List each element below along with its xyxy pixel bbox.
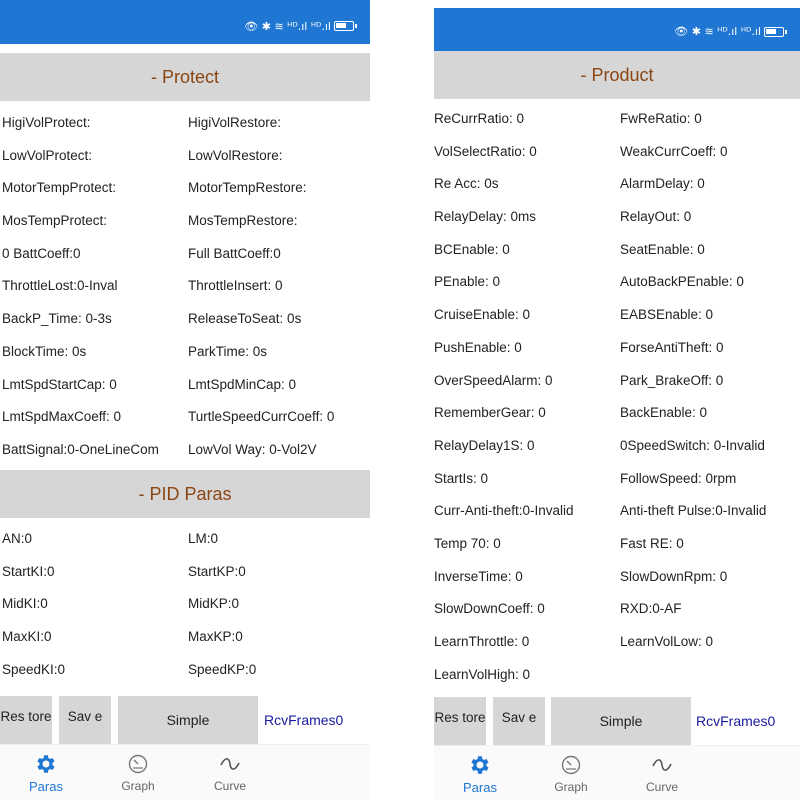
gear-icon: [33, 751, 59, 777]
param-label[interactable]: RelayDelay: 0ms: [434, 209, 537, 225]
param-label[interactable]: AN:0: [2, 531, 33, 546]
protect-param-row: [0, 212, 370, 245]
param-label[interactable]: Full BattCoeff:0: [188, 245, 281, 261]
product-param-row: [434, 110, 800, 143]
tab-curve-label: Curve: [645, 780, 678, 794]
gauge-icon: [558, 752, 584, 778]
protect-param-row: [0, 343, 370, 376]
pid-params-grid: [0, 530, 370, 693]
status-indicators: 👁 ✱ ≋ ᴴᴰ.ıl ᴴᴰ.ıl: [244, 19, 331, 33]
param-label[interactable]: AutoBackPEnable: 0: [620, 274, 744, 290]
param-label[interactable]: VolSelectRatio: 0: [434, 143, 537, 159]
product-param-row: [434, 175, 800, 208]
tab-curve[interactable]: [195, 745, 265, 800]
param-label[interactable]: StartKI:0: [2, 563, 55, 579]
tab-graph-label: Graph: [554, 780, 588, 794]
product-param-row: [434, 437, 800, 470]
action-buttons: [434, 697, 800, 745]
param-label[interactable]: LmtSpdStartCap: 0: [2, 376, 117, 392]
bottom-tab-bar: [434, 745, 800, 800]
protect-section-header[interactable]: - Protect: [0, 53, 370, 101]
status-bar: [0, 0, 370, 44]
tab-paras-label: Paras: [463, 780, 497, 795]
battery-icon: [764, 27, 784, 37]
simple-button[interactable]: Simple: [118, 696, 258, 744]
param-label[interactable]: FwReRatio: 0: [620, 111, 702, 126]
save-button[interactable]: Sav e: [59, 696, 111, 744]
param-label[interactable]: BackEnable: 0: [620, 405, 708, 421]
protect-param-row: [0, 376, 370, 409]
protect-param-row: [0, 441, 370, 474]
param-label[interactable]: SlowDownCoeff: 0: [434, 601, 545, 617]
param-label[interactable]: Re Acc: 0s: [434, 176, 499, 192]
param-label[interactable]: MotorTempProtect:: [2, 180, 117, 196]
param-label[interactable]: WeakCurrCoeff: 0: [620, 143, 728, 159]
pid-section-header[interactable]: - PID Paras: [0, 470, 370, 518]
param-label[interactable]: RXD:0-AF: [620, 601, 682, 617]
param-label[interactable]: SpeedKP:0: [188, 661, 257, 677]
product-param-row: [434, 470, 800, 503]
simple-button[interactable]: Simple: [551, 697, 691, 745]
param-label[interactable]: LmtSpdMaxCoeff: 0: [2, 409, 122, 425]
param-label[interactable]: ParkTime: 0s: [188, 343, 268, 359]
param-label[interactable]: RelayDelay1S: 0: [434, 437, 535, 453]
action-buttons: [0, 696, 370, 744]
param-label[interactable]: BackP_Time: 0-3s: [2, 311, 112, 327]
param-label[interactable]: MosTempRestore:: [188, 213, 298, 229]
param-label[interactable]: EABSEnable: 0: [620, 307, 714, 323]
param-label[interactable]: Anti-theft Pulse:0-Invalid: [620, 503, 767, 519]
product-param-row: [434, 666, 800, 699]
param-label[interactable]: MaxKI:0: [2, 629, 52, 645]
product-param-row: [434, 339, 800, 372]
pid-param-row: [0, 661, 370, 694]
product-param-row: [434, 143, 800, 176]
param-label[interactable]: BattSignal:0-OneLineCom: [2, 441, 159, 457]
battery-icon: [334, 21, 354, 31]
param-label[interactable]: Curr-Anti-theft:0-Invalid: [434, 503, 574, 519]
param-label[interactable]: MaxKP:0: [188, 629, 243, 645]
param-label[interactable]: StartIs: 0: [434, 470, 489, 486]
param-label[interactable]: ThrottleInsert: 0: [188, 278, 283, 294]
product-section-header[interactable]: - Product: [434, 51, 800, 99]
product-param-row: [434, 502, 800, 535]
param-label[interactable]: LM:0: [188, 531, 219, 546]
rcv-frames-counter: RcvFrames0: [264, 712, 344, 728]
product-param-row: [434, 273, 800, 306]
param-label[interactable]: LearnVolHigh: 0: [434, 666, 531, 682]
protect-param-row: [0, 114, 370, 147]
product-param-row: [434, 568, 800, 601]
param-label[interactable]: Park_BrakeOff: 0: [620, 372, 724, 388]
param-label[interactable]: RelayOut: 0: [620, 209, 692, 225]
tab-graph[interactable]: [536, 746, 606, 800]
param-label[interactable]: FollowSpeed: 0rpm: [620, 470, 737, 486]
product-param-row: [434, 306, 800, 339]
wave-icon: [649, 752, 675, 778]
param-label[interactable]: ForseAntiTheft: 0: [620, 339, 724, 355]
tab-graph[interactable]: [103, 745, 173, 800]
rcv-frames-counter: RcvFrames0: [696, 713, 776, 729]
tab-graph-label: Graph: [121, 779, 155, 793]
status-icons: [674, 25, 784, 38]
protect-param-row: [0, 147, 370, 180]
param-label[interactable]: HigiVolProtect:: [2, 115, 91, 130]
pid-param-row: [0, 628, 370, 661]
param-label[interactable]: LmtSpdMinCap: 0: [188, 376, 297, 392]
param-label[interactable]: LearnThrottle: 0: [434, 634, 530, 649]
protect-params-grid: [0, 114, 370, 474]
product-param-row: [434, 404, 800, 437]
pid-param-row: [0, 595, 370, 628]
tab-curve-label: Curve: [213, 779, 246, 793]
product-param-row: [434, 600, 800, 633]
param-label[interactable]: LearnVolLow: 0: [620, 634, 714, 649]
param-label[interactable]: Fast RE: 0: [620, 535, 684, 551]
protect-param-row: [0, 245, 370, 278]
status-bar: [434, 8, 800, 51]
protect-param-row: [0, 179, 370, 212]
param-label[interactable]: MidKP:0: [188, 596, 240, 612]
bottom-tab-bar: [0, 744, 370, 800]
param-label[interactable]: AlarmDelay: 0: [620, 176, 705, 192]
param-label[interactable]: SeatEnable: 0: [620, 241, 705, 257]
param-label[interactable]: HigiVolRestore:: [188, 115, 282, 130]
product-param-row: [434, 241, 800, 274]
param-label[interactable]: TurtleSpeedCurrCoeff: 0: [188, 409, 335, 425]
param-label[interactable]: LowVolRestore:: [188, 147, 283, 163]
wave-icon: [217, 751, 243, 777]
right-screen: [434, 0, 800, 800]
param-label[interactable]: 0SpeedSwitch: 0-Invalid: [620, 437, 765, 453]
param-label[interactable]: ReleaseToSeat: 0s: [188, 311, 302, 327]
param-label[interactable]: StartKP:0: [188, 563, 246, 579]
product-param-row: [434, 208, 800, 241]
gear-icon: [467, 752, 493, 778]
param-label[interactable]: 0 BattCoeff:0: [2, 245, 81, 261]
restore-button[interactable]: Res tore: [434, 697, 486, 745]
param-label[interactable]: SpeedKI:0: [2, 661, 66, 677]
status-indicators: 👁 ✱ ≋ ᴴᴰ.ıl ᴴᴰ.ıl: [674, 25, 761, 38]
param-label[interactable]: PEnable: 0: [434, 274, 501, 290]
gauge-icon: [125, 751, 151, 777]
param-label[interactable]: BCEnable: 0: [434, 241, 510, 257]
param-label[interactable]: BlockTime: 0s: [2, 343, 87, 359]
param-label[interactable]: OverSpeedAlarm: 0: [434, 372, 553, 388]
protect-param-row: [0, 408, 370, 441]
pid-param-row: [0, 530, 370, 563]
product-params-grid: [434, 110, 800, 698]
protect-param-row: [0, 277, 370, 310]
status-icons: [244, 20, 354, 33]
param-label[interactable]: PushEnable: 0: [434, 339, 522, 355]
protect-param-row: [0, 310, 370, 343]
product-param-row: [434, 535, 800, 568]
param-label[interactable]: SlowDownRpm: 0: [620, 568, 728, 584]
param-label[interactable]: MidKI:0: [2, 596, 48, 612]
save-button[interactable]: Sav e: [493, 697, 545, 745]
param-label[interactable]: CruiseEnable: 0: [434, 307, 531, 323]
param-label[interactable]: LowVol Way: 0-Vol2V: [188, 441, 317, 457]
restore-button[interactable]: Res tore: [0, 696, 52, 744]
param-label[interactable]: ThrottleLost:0-Inval: [2, 278, 118, 294]
tab-curve[interactable]: [627, 746, 697, 800]
tab-paras[interactable]: [445, 746, 515, 800]
tab-paras-label: Paras: [29, 779, 63, 794]
param-label[interactable]: LowVolProtect:: [2, 147, 93, 163]
product-param-row: [434, 372, 800, 405]
left-screen: [0, 0, 370, 800]
param-label[interactable]: InverseTime: 0: [434, 568, 523, 584]
param-label[interactable]: Temp 70: 0: [434, 535, 501, 551]
param-label[interactable]: RememberGear: 0: [434, 405, 546, 421]
product-param-row: [434, 633, 800, 666]
param-label[interactable]: MotorTempRestore:: [188, 180, 307, 196]
tab-paras[interactable]: [11, 745, 81, 800]
pid-param-row: [0, 563, 370, 596]
param-label[interactable]: ReCurrRatio: 0: [434, 111, 525, 126]
param-label[interactable]: MosTempProtect:: [2, 213, 108, 229]
